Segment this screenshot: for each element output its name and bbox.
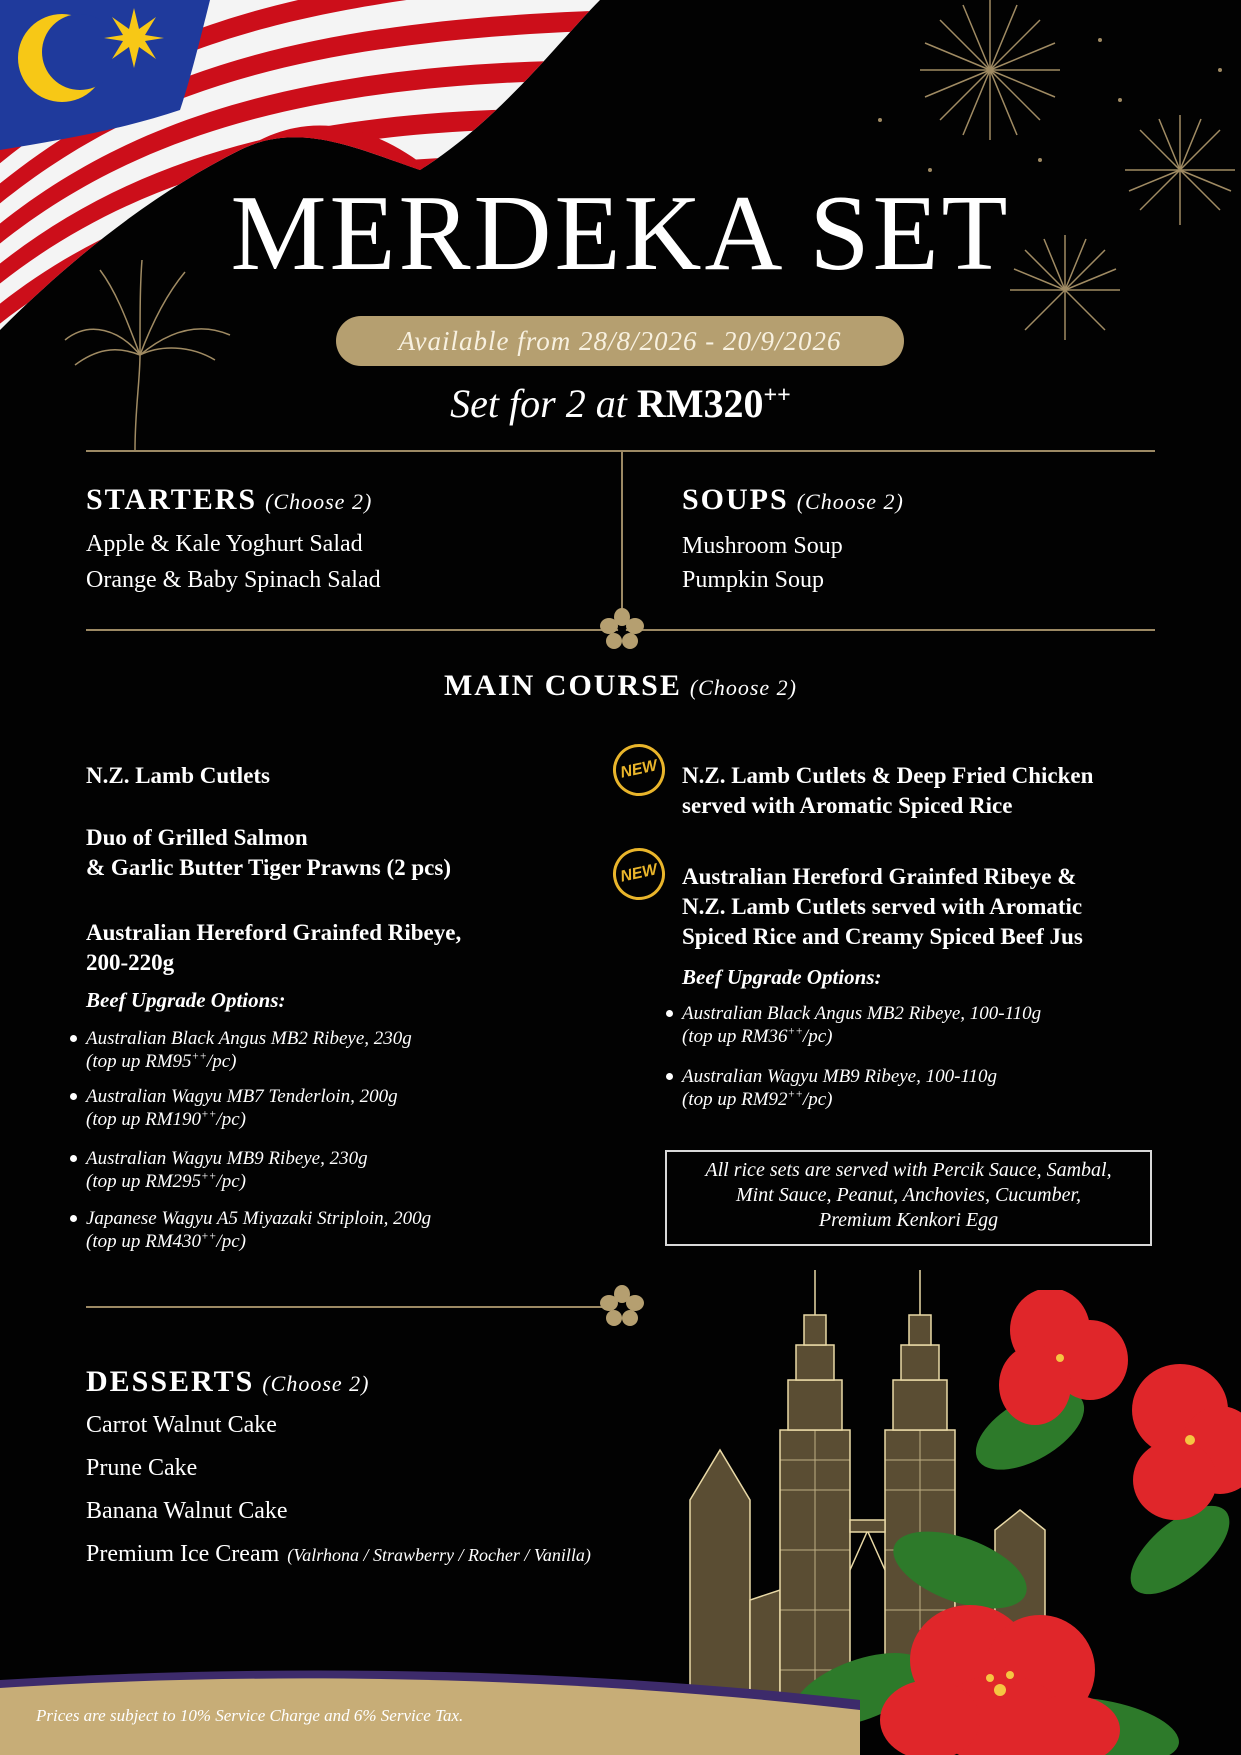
- topup-sup: ++: [201, 1230, 217, 1243]
- upgrade-name: Australian Wagyu MB9 Ribeye, 230g: [86, 1148, 368, 1169]
- ice-cream-flavours: (Valrhona / Strawberry / Rocher / Vanilla): [287, 1545, 591, 1565]
- price-value: RM320: [636, 381, 764, 426]
- upgrade-name: Japanese Wagyu A5 Miyazaki Striploin, 200g: [86, 1208, 432, 1229]
- main-item-lamb-chicken: [682, 761, 1093, 821]
- main-item-line: served with Aromatic Spiced Rice: [682, 793, 1013, 818]
- main-item-ribeye: [86, 918, 461, 978]
- topup-prefix: (top up RM92: [682, 1089, 788, 1110]
- bullet-dot: [70, 1215, 77, 1222]
- price-prefix: Set for 2 at: [450, 381, 637, 426]
- main-item-ribeye-lamb: [682, 862, 1083, 952]
- bullet-dot: [666, 1010, 673, 1017]
- upgrade-topup: [682, 1025, 1041, 1048]
- starter-item: Apple & Kale Yoghurt Salad: [86, 531, 363, 557]
- starter-item: Orange & Baby Spinach Salad: [86, 567, 381, 593]
- topup-sup: ++: [787, 1088, 803, 1101]
- topup-suffix: /pc): [802, 1089, 833, 1110]
- main-item-line: & Garlic Butter Tiger Prawns (2 pcs): [86, 855, 451, 880]
- topup-sup: ++: [201, 1170, 217, 1183]
- hibiscus-flower-icon: [600, 608, 644, 650]
- dessert-item: Banana Walnut Cake: [86, 1498, 288, 1524]
- rice-set-note: [665, 1150, 1152, 1246]
- bullet-dot: [70, 1155, 77, 1162]
- footer-disclaimer: Prices are subject to 10% Service Charge and 6% Service Tax.: [36, 1706, 464, 1725]
- upgrade-option: [86, 1027, 412, 1073]
- page-title: MERDEKA SET: [230, 174, 1011, 293]
- divider-lower: [86, 1306, 606, 1308]
- soup-item: Mushroom Soup: [682, 533, 843, 559]
- main-course-heading: [0, 666, 1241, 708]
- soups-choose: (Choose 2): [796, 489, 904, 514]
- desserts-choose: (Choose 2): [262, 1371, 370, 1396]
- soup-item: Pumpkin Soup: [682, 567, 825, 593]
- divider-vertical: [621, 452, 623, 612]
- note-line: Premium Kenkori Egg: [818, 1209, 999, 1231]
- desserts-heading: [86, 1362, 370, 1404]
- upgrade-name: Australian Black Angus MB2 Ribeye, 100-110g: [682, 1003, 1042, 1024]
- bullet-dot: [70, 1093, 77, 1100]
- upgrade-topup: [86, 1170, 368, 1193]
- topup-suffix: /pc): [216, 1109, 246, 1130]
- main-item-lamb: N.Z. Lamb Cutlets: [86, 763, 271, 788]
- main-item-line: Australian Hereford Grainfed Ribeye,: [86, 920, 462, 945]
- set-price: [0, 382, 1241, 426]
- upgrade-title-left: Beef Upgrade Options:: [86, 988, 286, 1012]
- soups-heading: [682, 480, 904, 522]
- topup-sup: ++: [191, 1050, 207, 1063]
- topup-prefix: (top up RM95: [86, 1051, 192, 1072]
- upgrade-name: Australian Wagyu MB7 Tenderloin, 200g: [86, 1086, 398, 1107]
- main-item-line: Australian Hereford Grainfed Ribeye &: [682, 864, 1077, 889]
- topup-prefix: (top up RM430: [86, 1231, 202, 1252]
- starters-choose: (Choose 2): [265, 489, 373, 514]
- starters-title: STARTERS: [86, 483, 258, 516]
- main-item-salmon: [86, 823, 451, 883]
- upgrade-topup: [86, 1108, 398, 1131]
- note-line: All rice sets are served with Percik Sauce, Sambal,: [705, 1159, 1112, 1181]
- upgrade-topup: [86, 1230, 431, 1253]
- upgrade-topup: [682, 1088, 997, 1111]
- dessert-item: Prune Cake: [86, 1455, 198, 1481]
- topup-prefix: (top up RM295: [86, 1171, 202, 1192]
- upgrade-name: Australian Wagyu MB9 Ribeye, 100-110g: [682, 1066, 998, 1087]
- desserts-title: DESSERTS: [86, 1365, 255, 1398]
- main-item-line: N.Z. Lamb Cutlets & Deep Fried Chicken: [682, 763, 1094, 788]
- topup-suffix: /pc): [206, 1051, 237, 1072]
- note-line: Mint Sauce, Peanut, Anchovies, Cucumber,: [735, 1184, 1082, 1206]
- new-badge: NEW: [608, 739, 670, 801]
- topup-sup: ++: [201, 1108, 217, 1121]
- upgrade-option: [682, 1065, 997, 1111]
- main-item-line: N.Z. Lamb Cutlets served with Aromatic: [682, 894, 1083, 919]
- price-suffix: ++: [763, 382, 791, 409]
- availability-pill: Available from 28/8/2026 - 20/9/2026: [336, 316, 904, 366]
- upgrade-topup: [86, 1050, 412, 1073]
- upgrade-option: [86, 1147, 368, 1193]
- dessert-item-label: Premium Ice Cream: [86, 1541, 280, 1567]
- main-course-choose: (Choose 2): [689, 675, 797, 700]
- topup-prefix: (top up RM190: [86, 1109, 202, 1130]
- bullet-dot: [666, 1073, 673, 1080]
- main-item-line: Duo of Grilled Salmon: [86, 825, 308, 850]
- hibiscus-flower-icon: [600, 1285, 644, 1327]
- main-item-line: 200-220g: [86, 950, 175, 975]
- main-item-line: Spiced Rice and Creamy Spiced Beef Jus: [682, 924, 1083, 949]
- new-badge: NEW: [608, 843, 670, 905]
- topup-suffix: /pc): [216, 1171, 246, 1192]
- bullet-dot: [70, 1035, 77, 1042]
- upgrade-title-right: Beef Upgrade Options:: [682, 965, 882, 989]
- upgrade-option: [86, 1085, 398, 1131]
- topup-suffix: /pc): [216, 1231, 246, 1252]
- main-course-title: MAIN COURSE: [443, 669, 682, 702]
- topup-prefix: (top up RM36: [682, 1026, 788, 1047]
- dessert-item: [86, 1536, 591, 1573]
- topup-sup: ++: [787, 1025, 803, 1038]
- fireworks-left: [60, 260, 250, 460]
- upgrade-name: Australian Black Angus MB2 Ribeye, 230g: [86, 1028, 412, 1049]
- topup-suffix: /pc): [802, 1026, 833, 1047]
- starters-heading: [86, 480, 372, 522]
- soups-title: SOUPS: [682, 483, 789, 516]
- upgrade-option: [86, 1207, 431, 1253]
- upgrade-option: [682, 1002, 1041, 1048]
- dessert-item: Carrot Walnut Cake: [86, 1412, 277, 1438]
